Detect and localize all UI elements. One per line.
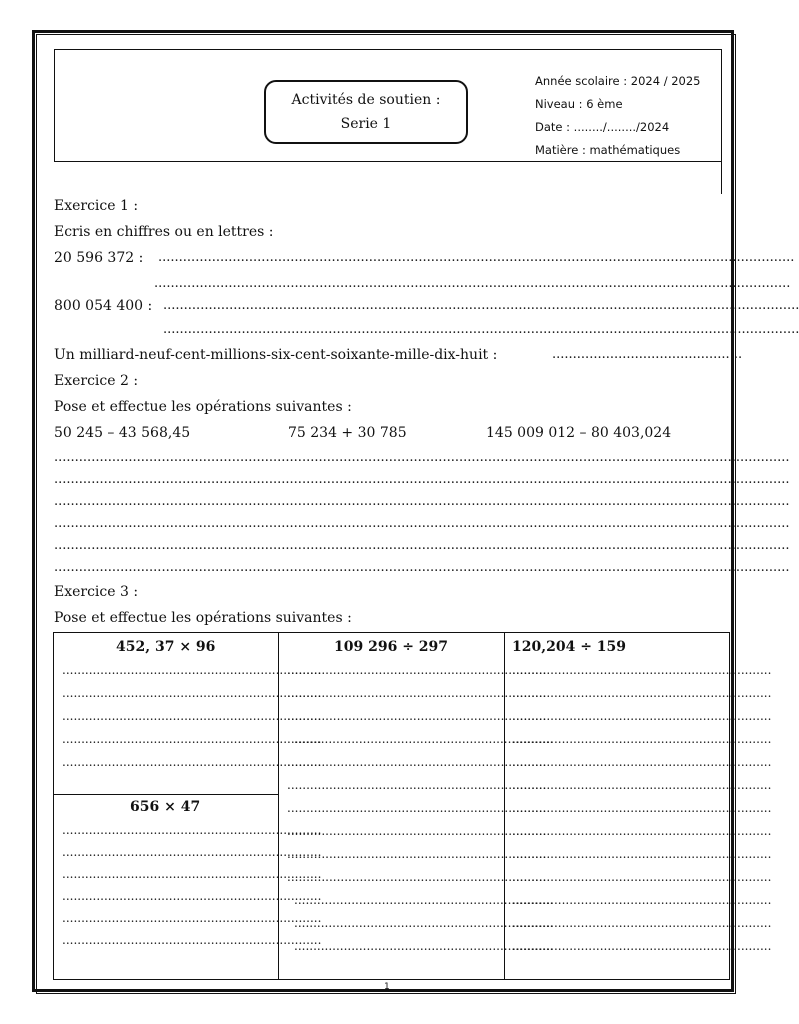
- exercise-1-instruction: Ecris en chiffres ou en lettres :: [54, 224, 274, 240]
- date-field: Date : ......../......../2024: [535, 120, 670, 134]
- answer-line: ....................................................................: [62, 867, 322, 881]
- answer-line: ....................................................................: [512, 778, 772, 792]
- answer-line: ....................................................................: [287, 755, 547, 769]
- answer-line: ....................................................................: [294, 916, 554, 930]
- title-box: [264, 80, 468, 144]
- column-divider: [278, 633, 279, 979]
- answer-line: ....................................................................: [287, 663, 547, 677]
- answer-line: ....................................................................: [62, 663, 322, 677]
- answer-line: ....................................................................: [512, 755, 772, 769]
- answer-line: ....................................................................: [287, 847, 547, 861]
- answer-line: ....................................................................: [62, 732, 322, 746]
- header-meta: [535, 70, 701, 162]
- exercise-1-item-1: 20 596 372 :: [54, 250, 144, 266]
- exercise-3-title: Exercice 3 :: [54, 584, 139, 600]
- answer-line: ....................................................................: [512, 916, 772, 930]
- answer-line: ..........................................................................................................................................................: [158, 250, 795, 265]
- level: Niveau : 6 ème: [535, 97, 623, 111]
- answer-line: ....................................................................: [512, 732, 772, 746]
- answer-line: ..................................................................................................................................................................................: [54, 516, 790, 531]
- operations-table: [53, 632, 772, 980]
- title-line-2: Serie 1: [340, 116, 392, 132]
- answer-line: ..................................................................................................................................................................................: [54, 450, 790, 465]
- exercise-1-item-2: 800 054 400 :: [54, 298, 153, 314]
- answer-line: ....................................................................: [287, 709, 547, 723]
- answer-line: ....................................................................: [512, 893, 772, 907]
- answer-line: ....................................................................: [512, 663, 772, 677]
- exercise-3-instruction: Pose et effectue les opérations suivantes :: [54, 610, 352, 626]
- answer-line: ....................................................................: [512, 847, 772, 861]
- answer-line: ..........................................................................................................................................................: [154, 276, 791, 291]
- subject: Matière : mathématiques: [535, 143, 681, 157]
- answer-line: ....................................................................: [62, 709, 322, 723]
- answer-line: ....................................................................: [512, 870, 772, 884]
- answer-line: ..................................................................................................................................................................................: [54, 472, 790, 487]
- page-number: 1: [384, 982, 390, 992]
- answer-line: ....................................................................: [62, 845, 322, 859]
- exercise-2-title: Exercice 2 :: [54, 373, 139, 389]
- cell-title-1: 452, 37 × 96: [116, 639, 216, 655]
- answer-line: ....................................................................: [512, 801, 772, 815]
- answer-line: ....................................................................: [512, 939, 772, 953]
- answer-line: ....................................................................: [62, 889, 322, 903]
- answer-line: ..................................................................................................................................................................................: [54, 538, 790, 553]
- operation-2: 75 234 + 30 785: [288, 425, 407, 441]
- answer-line: ....................................................................: [287, 824, 547, 838]
- answer-line: ....................................................................: [62, 911, 322, 925]
- school-year: Année scolaire : 2024 / 2025: [535, 74, 701, 88]
- answer-line: ....................................................................: [287, 870, 547, 884]
- answer-line: ....................................................................: [62, 686, 322, 700]
- cell-title-3: 120,204 ÷ 159: [512, 639, 627, 655]
- answer-line: ....................................................................: [287, 778, 547, 792]
- cell-title-2: 109 296 ÷ 297: [334, 639, 449, 655]
- answer-line: ....................................................................: [287, 686, 547, 700]
- exercise-1-item-3: Un milliard-neuf-cent-millions-six-cent-soixante-mille-dix-huit :: [54, 347, 498, 363]
- answer-line: ..............................................: [552, 347, 743, 362]
- answer-line: ....................................................................: [62, 755, 322, 769]
- answer-line: ....................................................................: [294, 732, 554, 746]
- operation-1: 50 245 – 43 568,45: [54, 425, 191, 441]
- answer-line: ....................................................................: [512, 709, 772, 723]
- answer-line: ..................................................................................................................................................................................: [54, 560, 790, 575]
- answer-line: ....................................................................: [62, 933, 322, 947]
- row-divider: [54, 794, 278, 795]
- exercise-1-title: Exercice 1 :: [54, 198, 139, 214]
- answer-line: ..................................................................................................................................................................................: [54, 494, 790, 509]
- answer-line: ....................................................................: [287, 801, 547, 815]
- title-line-1: Activités de soutien :: [291, 92, 441, 108]
- cell-title-4: 656 × 47: [130, 799, 201, 815]
- answer-line: ....................................................................: [294, 939, 554, 953]
- answer-line: ..........................................................................................................................................................: [163, 322, 799, 337]
- answer-line: ....................................................................: [62, 823, 322, 837]
- operation-3: 145 009 012 – 80 403,024: [486, 425, 672, 441]
- header-divider: [721, 160, 722, 194]
- answer-line: ....................................................................: [512, 824, 772, 838]
- answer-line: ....................................................................: [512, 686, 772, 700]
- exercise-2-instruction: Pose et effectue les opérations suivantes :: [54, 399, 352, 415]
- answer-line: ....................................................................: [294, 893, 554, 907]
- answer-line: ..........................................................................................................................................................: [163, 298, 799, 313]
